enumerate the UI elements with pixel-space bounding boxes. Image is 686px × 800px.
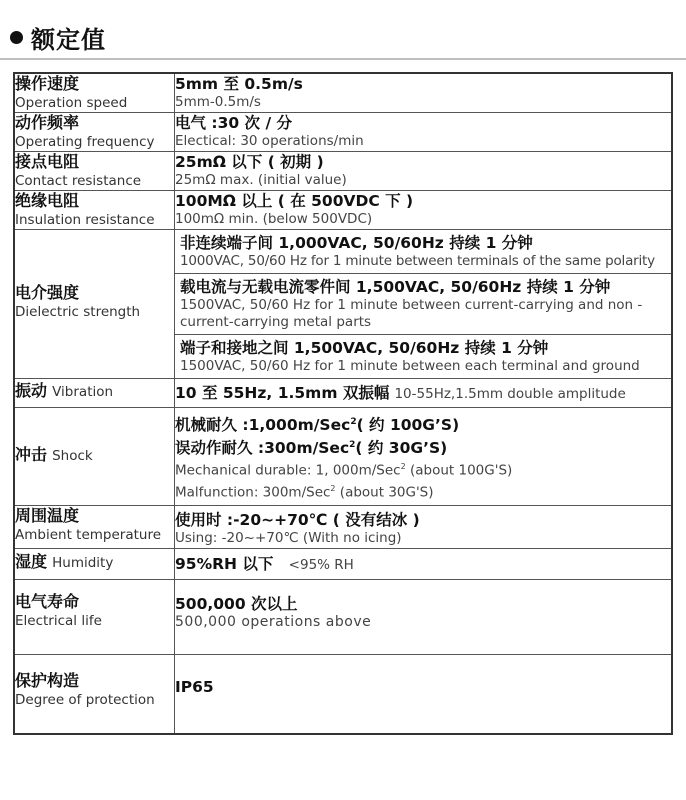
label-zh: 保护构造 — [15, 671, 80, 691]
label-en: Operation speed — [15, 95, 128, 111]
value-cell — [175, 408, 673, 506]
label-en: Degree of protection — [15, 692, 155, 709]
value-en: 10-55Hz,1.5mm double amplitude — [394, 386, 626, 402]
value-cell — [175, 73, 673, 113]
value-cell — [175, 506, 673, 549]
table-row — [14, 580, 672, 655]
table-row — [14, 152, 672, 191]
bullet-icon — [10, 31, 23, 44]
label-cell — [14, 152, 175, 191]
label-cell — [14, 230, 175, 379]
value-en: 1500VAC, 50/60 Hz for 1 minute between each terminal and ground — [180, 358, 640, 374]
value-zh: 5mm 至 0.5m/s — [175, 75, 303, 93]
value-en: 5mm-0.5m/s — [175, 94, 261, 110]
value-en: 1000VAC, 50/60 Hz for 1 minute between terminals of the same polarity — [180, 253, 655, 269]
value-en: 500,000 operations above — [175, 614, 372, 631]
table-row — [14, 408, 672, 506]
value-cell — [175, 230, 673, 379]
label-en: Vibration — [52, 384, 114, 400]
value-zh: 10 至 55Hz, 1.5mm 双振幅 — [175, 384, 390, 402]
value-en: Malfunction: 300m/Sec$^2$ (about 30G'S) — [175, 483, 434, 501]
table-row — [14, 230, 672, 379]
value-en: Using: -20~+70℃ (With no icing) — [175, 530, 402, 547]
table-row — [14, 191, 672, 230]
label-zh: 周围温度 — [15, 506, 80, 526]
value-en: 1500VAC, 50/60 Hz for 1 minute between current-carrying and non -current-carrying metal parts — [180, 297, 643, 330]
label-en: Insulation resistance — [15, 212, 155, 228]
value-cell — [175, 152, 673, 191]
label-en: Ambient temperature — [15, 527, 162, 544]
table-row — [14, 73, 672, 113]
label-zh: 振动 — [15, 381, 48, 400]
value-zh: 使用时 :-20~+70℃ ( 没有结冰 ) — [175, 511, 420, 530]
table-row — [14, 655, 672, 735]
dielectric-item — [175, 274, 671, 335]
label-en: Dielectric strength — [15, 304, 141, 320]
label-zh: 操作速度 — [15, 74, 80, 93]
label-en: Shock — [52, 447, 93, 464]
value-en: Electical: 30 operations/min — [175, 133, 364, 149]
value-zh: 95%RH 以下 — [175, 555, 274, 574]
label-zh: 接点电阻 — [15, 152, 80, 171]
label-en: Contact resistance — [15, 173, 142, 189]
value-zh: 机械耐久 :1,000m/Sec$^2$( 约 100G’S) — [175, 416, 460, 435]
value-zh: 端子和接地之间 1,500VAC, 50/60Hz 持续 1 分钟 — [180, 339, 549, 357]
label-cell — [14, 408, 175, 506]
label-zh: 湿度 — [15, 552, 48, 572]
value-cell — [175, 379, 673, 408]
value-en: 100mΩ min. (below 500VDC) — [175, 211, 373, 227]
value-zh: 500,000 次以上 — [175, 595, 298, 614]
value-en: Mechanical durable: 1, 000m/Sec$^2$ (about 100G'S) — [175, 462, 513, 479]
dielectric-item — [175, 335, 671, 378]
label-en: Electrical life — [15, 613, 102, 630]
rating-table — [13, 72, 673, 735]
value-text: IP65 — [175, 678, 214, 697]
label-cell — [14, 549, 175, 580]
label-cell — [14, 655, 175, 735]
label-cell — [14, 113, 175, 152]
value-zh: 25mΩ 以下 ( 初期 ) — [175, 153, 324, 171]
label-cell — [14, 506, 175, 549]
heading-divider — [0, 58, 686, 60]
table-row — [14, 113, 672, 152]
label-zh: 绝缘电阻 — [15, 191, 80, 210]
value-cell — [175, 655, 673, 735]
label-zh: 电介强度 — [15, 283, 80, 302]
value-zh: 误动作耐久 :300m/Sec$^2$( 约 30G’S) — [175, 439, 448, 458]
value-cell — [175, 580, 673, 655]
value-zh: 电气 :30 次 / 分 — [175, 114, 293, 132]
heading-title: 额定值 — [31, 25, 106, 54]
value-cell — [175, 549, 673, 580]
section-heading — [10, 20, 106, 54]
label-cell — [14, 379, 175, 408]
table-row — [14, 379, 672, 408]
label-en: Operating frequency — [15, 134, 155, 150]
table-row — [14, 506, 672, 549]
label-cell — [14, 73, 175, 113]
label-cell — [14, 580, 175, 655]
value-zh: 载电流与无载电流零件间 1,500VAC, 50/60Hz 持续 1 分钟 — [180, 278, 611, 296]
value-cell — [175, 191, 673, 230]
dielectric-item — [175, 230, 671, 274]
value-en: <95% RH — [288, 557, 354, 574]
value-en: 25mΩ max. (initial value) — [175, 172, 347, 188]
label-zh: 电气寿命 — [15, 592, 80, 612]
label-en: Humidity — [52, 555, 114, 572]
label-zh: 动作频率 — [15, 113, 80, 132]
table-row — [14, 549, 672, 580]
label-cell — [14, 191, 175, 230]
value-zh: 非连续端子间 1,000VAC, 50/60Hz 持续 1 分钟 — [180, 234, 533, 252]
label-zh: 冲击 — [15, 444, 48, 464]
value-cell — [175, 113, 673, 152]
value-zh: 100MΩ 以上 ( 在 500VDC 下 ) — [175, 192, 414, 210]
